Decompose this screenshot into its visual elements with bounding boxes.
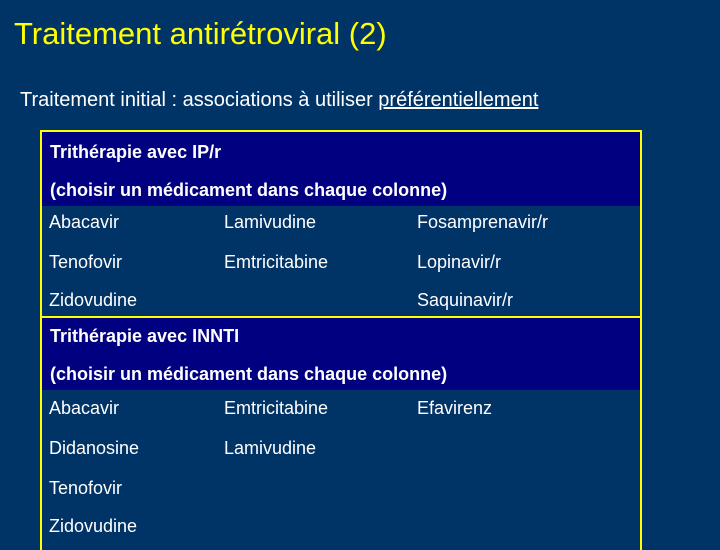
s1-r3-c3: Saquinavir/r [417, 290, 514, 310]
s2-r2-c2: Lamivudine [224, 438, 317, 458]
s1-r3-c1: Zidovudine [49, 290, 138, 310]
s1-r2-c3: Lopinavir/r [417, 252, 502, 272]
subtitle-underlined: préférentiellement [378, 89, 539, 111]
slide-subtitle [20, 86, 538, 114]
section2-body [42, 390, 640, 540]
s1-r2-c1: Tenofovir [49, 252, 123, 272]
section1-body [42, 206, 640, 318]
section1-header [40, 130, 642, 208]
s2-r1-c1: Abacavir [49, 398, 120, 418]
s1-r1-c2: Lamivudine [224, 212, 317, 232]
section1-instruction: (choisir un médicament dans chaque colonne) [50, 180, 448, 200]
s1-r1-c3: Fosamprenavir/r [417, 212, 549, 232]
section2-header [40, 316, 642, 392]
section1-heading: Trithérapie avec IP/r [50, 142, 222, 162]
subtitle-prefix: Traitement initial : associations à utiliser [20, 89, 379, 111]
section2-heading: Trithérapie avec INNTI [50, 326, 240, 346]
s2-r2-c1: Didanosine [49, 438, 140, 458]
s1-r1-c1: Abacavir [49, 212, 120, 232]
slide-title: Traitement antirétroviral (2) [14, 16, 387, 51]
s2-r4-c1: Zidovudine [49, 516, 138, 536]
section2-instruction: (choisir un médicament dans chaque colonne) [50, 364, 448, 384]
s2-r3-c1: Tenofovir [49, 478, 123, 498]
s2-r1-c3: Efavirenz [417, 398, 493, 418]
s1-r2-c2: Emtricitabine [224, 252, 329, 272]
s2-r1-c2: Emtricitabine [224, 398, 329, 418]
